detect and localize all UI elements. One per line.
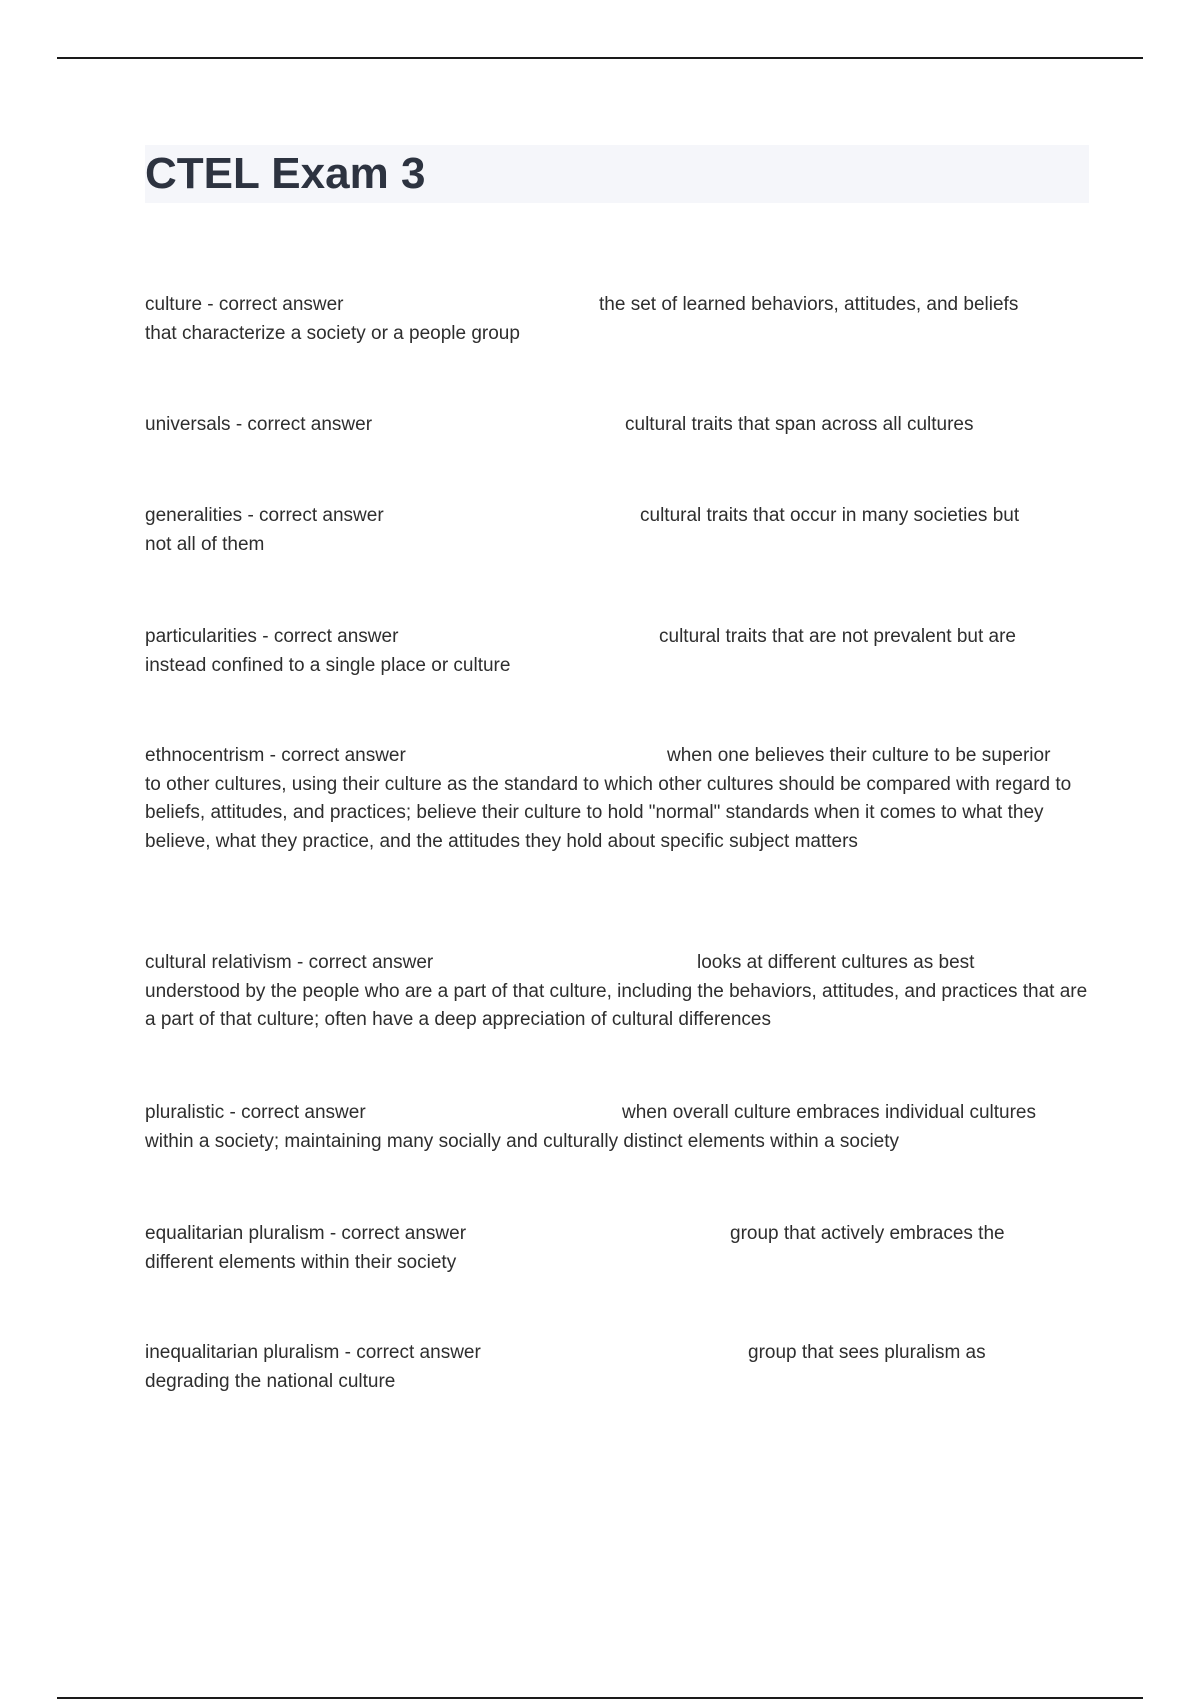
flashcard-definition-rest: not all of them (145, 533, 265, 555)
flashcard-definition-rest: understood by the people who are a part of that culture, including the behaviors, attitudes, and practices that are a part of that culture; often have a deep appreciation of cultural differences (145, 980, 1088, 1030)
flashcard-entry (145, 1220, 1095, 1277)
flashcard-term: universals - correct answer (145, 414, 373, 435)
flashcard-definition-start: cultural traits that span across all cultures (625, 414, 974, 435)
flashcard-definition-rest: that characterize a society or a people group (145, 322, 520, 344)
flashcard-definition-rest: within a society; maintaining many socially and culturally distinct elements within a society (145, 1130, 900, 1152)
flashcard-definition-start: the set of learned behaviors, attitudes, and beliefs (599, 294, 1019, 315)
flashcard-term: inequalitarian pluralism - correct answer (145, 1342, 481, 1363)
page-title: CTEL Exam 3 (145, 149, 426, 198)
flashcard-definition-rest: degrading the national culture (145, 1370, 396, 1392)
flashcard-definition-start: when overall culture embraces individual cultures (622, 1102, 1036, 1123)
flashcard-definition-rest: instead confined to a single place or culture (145, 654, 511, 676)
flashcard-definition-start: cultural traits that are not prevalent but are (659, 626, 1016, 647)
flashcard-definition-start: when one believes their culture to be superior (667, 745, 1051, 766)
flashcard-entry (145, 742, 1095, 856)
flashcard-definition-start: looks at different cultures as best (697, 952, 975, 973)
flashcard-definition-start: group that actively embraces the (730, 1223, 1005, 1244)
flashcard-entry (145, 623, 1095, 680)
flashcard-entry (145, 502, 1095, 559)
flashcard-term: cultural relativism - correct answer (145, 952, 434, 973)
top-rule (57, 57, 1143, 59)
flashcard-term: generalities - correct answer (145, 505, 384, 526)
title-banner (145, 145, 1089, 203)
flashcard-definition-start: cultural traits that occur in many societies but (640, 505, 1020, 526)
flashcard-entry (145, 1339, 1095, 1396)
flashcard-term: particularities - correct answer (145, 626, 399, 647)
flashcard-term: ethnocentrism - correct answer (145, 745, 406, 766)
flashcard-term: equalitarian pluralism - correct answer (145, 1223, 467, 1244)
flashcard-term: culture - correct answer (145, 294, 344, 315)
flashcard-entry (145, 291, 1095, 348)
flashcard-entry (145, 411, 1095, 440)
flashcard-term: pluralistic - correct answer (145, 1102, 366, 1123)
flashcard-definition-rest: to other cultures, using their culture as the standard to which other cultures should be compared with regard to beliefs, attitudes, and practices; believe their culture to hold "normal" standards when it comes to what they believe, what they practice, and the attitudes they hold about specific subject matters (145, 773, 1072, 852)
flashcard-entry (145, 1099, 1095, 1156)
flashcard-definition-start: group that sees pluralism as (748, 1342, 986, 1363)
flashcard-entry (145, 949, 1095, 1035)
bottom-rule (57, 1697, 1143, 1699)
flashcard-definition-rest: different elements within their society (145, 1251, 457, 1273)
